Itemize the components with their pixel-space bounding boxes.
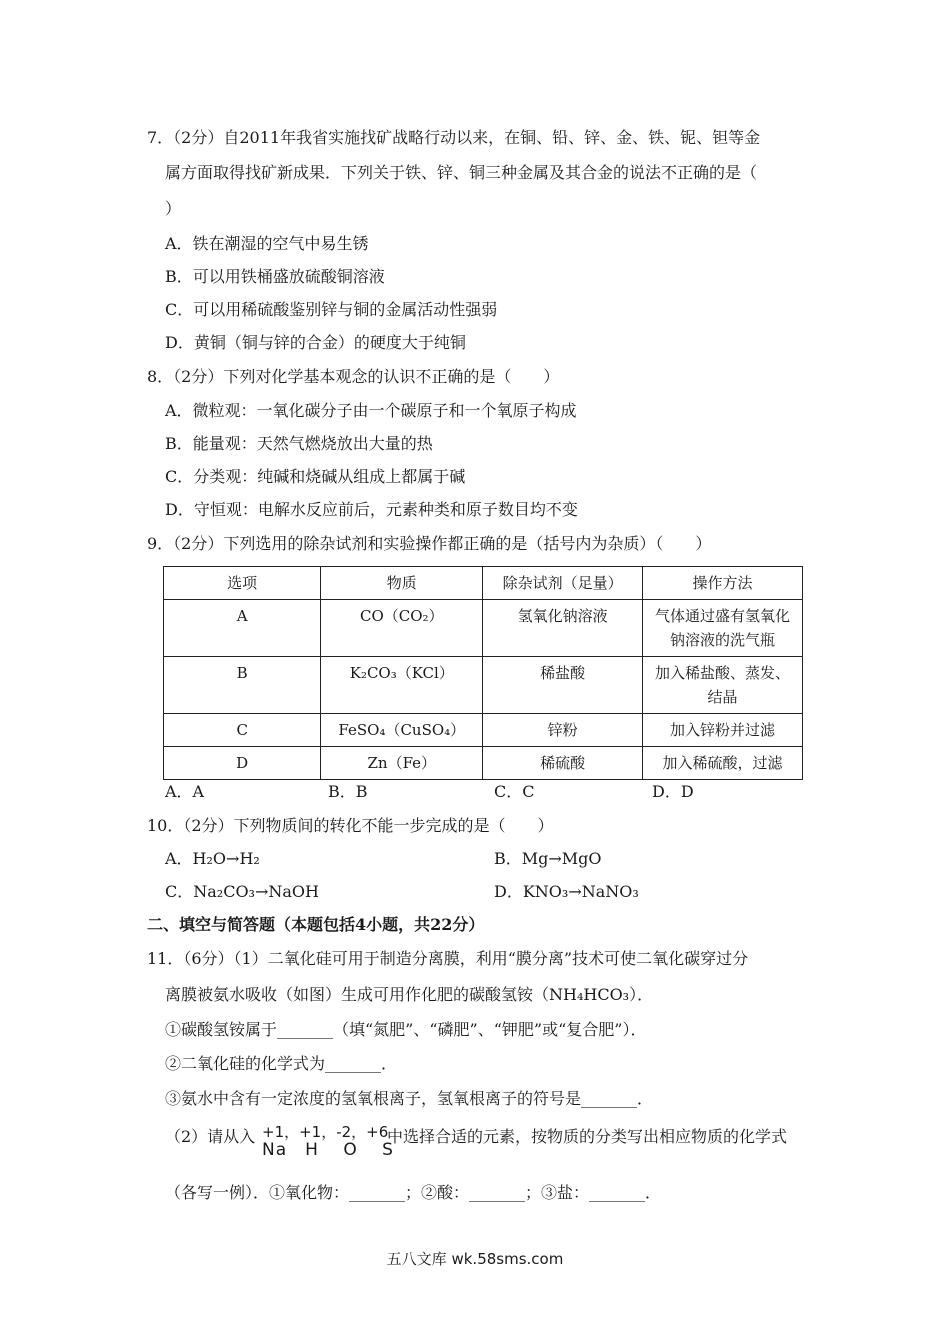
q7-stem-line2: 属方面取得找矿新成果．下列关于铁、锌、铜三种金属及其合金的说法不正确的是（: [165, 163, 758, 182]
table-cell: 加入稀硫酸，过滤: [643, 747, 803, 780]
table-cell: A: [164, 600, 321, 657]
method-line: 钠溶液的洗气瓶: [670, 631, 776, 649]
table-row: [164, 714, 803, 747]
element-row: Na H O S: [262, 1140, 394, 1160]
q11-stem-line1: 11．（6分）（1）二氧化硅可用于制造分离膜，利用“膜分离”技术可使二氧化碳穿过分: [147, 949, 749, 968]
q11-part2-lead: （2）请从入: [165, 1127, 256, 1146]
q10-option-d: D．KNO₃→NaNO₃: [494, 882, 639, 901]
q10-stem: 10．（2分）下列物质间的转化不能一步完成的是（ ）: [147, 816, 554, 835]
q10-option-b: B．Mg→MgO: [494, 849, 602, 868]
q8-option-d: D．守恒观：电解水反应前后，元素种类和原子数目均不变: [165, 500, 578, 519]
method-line: 结晶: [707, 688, 738, 706]
section-heading: 二、填空与简答题（本题包括4小题，共22分）: [147, 915, 485, 934]
table-cell: [643, 657, 803, 714]
table-row: [164, 747, 803, 780]
table-cell: Zn（Fe）: [321, 747, 483, 780]
table-header-cell: 操作方法: [643, 567, 803, 600]
table-header-cell: 物质: [321, 567, 483, 600]
table-cell: B: [164, 657, 321, 714]
q11-part2-text: 中选择合适的元素，按物质的分类写出相应物质的化学式: [387, 1127, 788, 1146]
table-cell: 锌粉: [483, 714, 643, 747]
q7-option-b: B．可以用铁桶盛放硫酸铜溶液: [165, 267, 385, 286]
method-line: 加入稀盐酸、蒸发、: [655, 664, 791, 682]
q7-stem-line3: ）: [165, 199, 182, 218]
q8-option-b: B．能量观：天然气燃烧放出大量的热: [165, 434, 433, 453]
q8-option-c: C．分类观：纯碱和烧碱从组成上都属于碱: [165, 467, 466, 486]
table-cell: D: [164, 747, 321, 780]
table-cell: 稀硫酸: [483, 747, 643, 780]
q9-option-d: D．D: [652, 782, 694, 801]
table-cell: 加入锌粉并过滤: [643, 714, 803, 747]
table-header-row: [164, 567, 803, 600]
table-row: [164, 657, 803, 714]
table-row: [164, 600, 803, 657]
valence-row: +1，+1，-2，+6: [262, 1123, 389, 1141]
table-cell: K₂CO₃（KCl）: [321, 657, 483, 714]
q9-option-a: A．A: [165, 782, 205, 801]
q11-part2-tail: （各写一例）．①氧化物：_______；②酸：_______；③盐：_______．: [165, 1183, 662, 1202]
q11-sub2: ②二氧化硅的化学式为_______．: [165, 1054, 398, 1073]
q9-stem: 9．（2分）下列选用的除杂试剂和实验操作都正确的是（括号内为杂质）（ ）: [147, 534, 712, 553]
q10-option-c: C．Na₂CO₃→NaOH: [165, 882, 319, 901]
table-cell: 稀盐酸: [483, 657, 643, 714]
q9-option-b: B．B: [328, 782, 368, 801]
q7-option-c: C．可以用稀硫酸鉴别锌与铜的金属活动性强弱: [165, 300, 498, 319]
q10-option-a: A．H₂O→H₂: [165, 849, 260, 868]
table-cell: [643, 600, 803, 657]
q9-table: [163, 566, 803, 780]
table-cell: FeSO₄（CuSO₄）: [321, 714, 483, 747]
footer-url: wk.58sms.com: [451, 1250, 564, 1268]
table-cell: C: [164, 714, 321, 747]
q11-sub1: ①碳酸氢铵属于_______（填“氮肥”、“磷肥”、“钾肥”或“复合肥”）．: [165, 1020, 647, 1039]
footer-site-name: 五八文库: [386, 1250, 447, 1268]
footer-watermark: [0, 1248, 950, 1269]
table-cell: 氢氧化钠溶液: [483, 600, 643, 657]
q8-stem: 8．（2分）下列对化学基本观念的认识不正确的是（ ）: [147, 367, 560, 386]
table-header-cell: 选项: [164, 567, 321, 600]
table-header-cell: 除杂试剂（足量）: [483, 567, 643, 600]
q8-option-a: A．微粒观：一氧化碳分子由一个碳原子和一个氧原子构成: [165, 401, 577, 420]
q7-option-a: A．铁在潮湿的空气中易生锈: [165, 234, 369, 253]
table-cell: CO（CO₂）: [321, 600, 483, 657]
q11-sub3: ③氨水中含有一定浓度的氢氧根离子，氢氧根离子的符号是_______．: [165, 1089, 654, 1108]
method-line: 气体通过盛有氢氧化: [655, 607, 791, 625]
q11-stem-line2: 离膜被氨水吸收（如图）生成可用作化肥的碳酸氢铵（NH₄HCO₃）．: [165, 985, 654, 1004]
q7-option-d: D．黄铜（铜与锌的合金）的硬度大于纯铜: [165, 333, 466, 352]
q9-option-c: C．C: [494, 782, 535, 801]
q7-stem-line1: 7．（2分）自2011年我省实施找矿战略行动以来，在铜、铅、锌、金、铁、铌、钽等金: [147, 128, 761, 147]
